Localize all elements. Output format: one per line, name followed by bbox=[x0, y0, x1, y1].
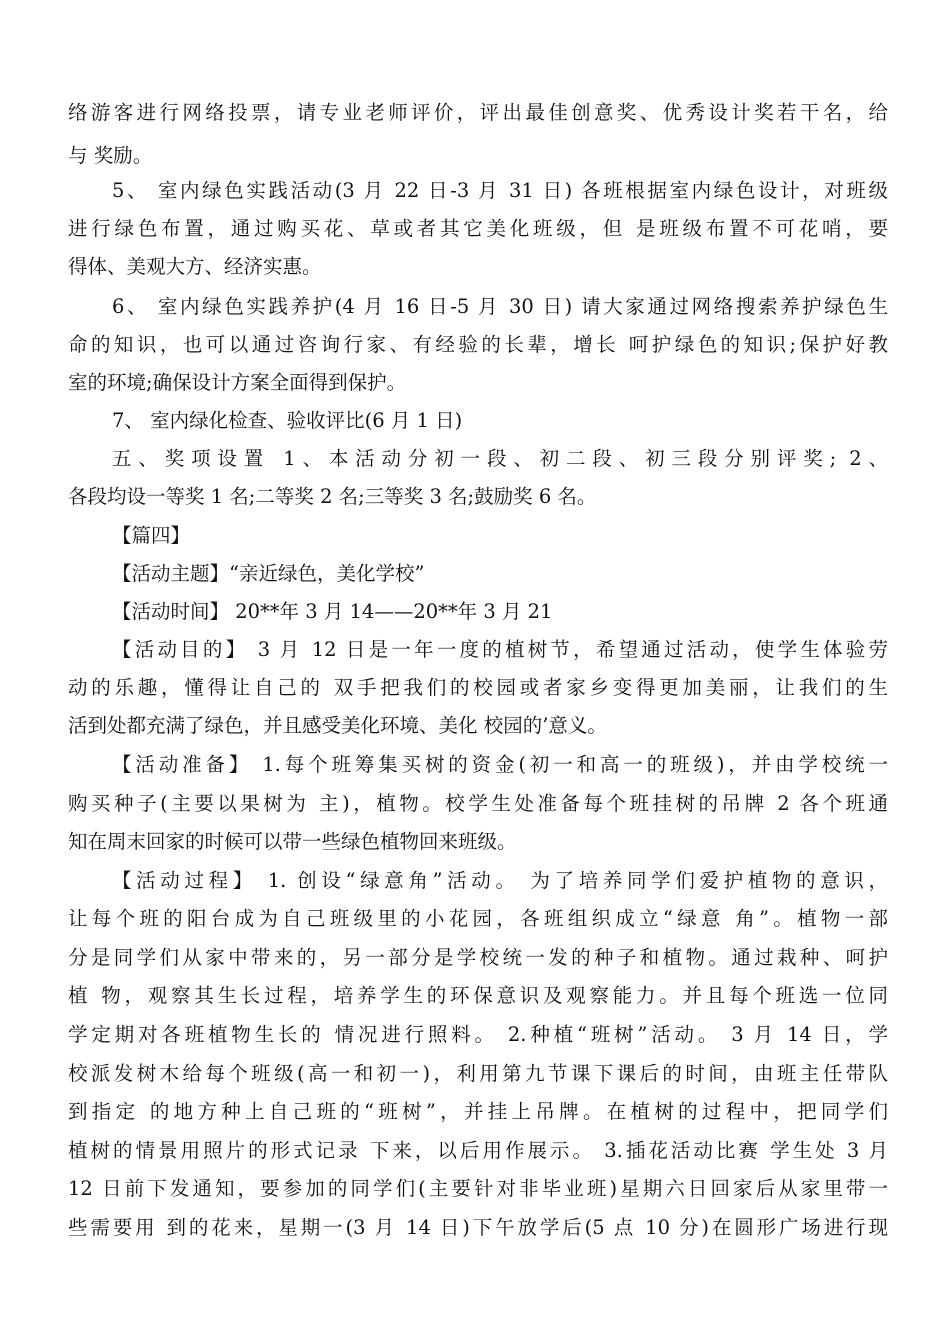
text-line: 让每个班的阳台成为自己班级里的小花园，各班组织成立“绿意 角”。植物一部 bbox=[68, 907, 888, 930]
text-line: 动的乐趣，懂得让自己的 双手把我们的校园或者家乡变得更加美丽，让我们的生 bbox=[68, 676, 888, 699]
section-heading: 【篇四】 bbox=[112, 524, 191, 547]
activity-theme: 【活动主题】“亲近绿色，美化学校” bbox=[112, 562, 425, 585]
text-line: 分是同学们从家中带来的，另一部分是学校统一发的种子和植物。通过栽种、呵护 bbox=[68, 946, 888, 969]
text-line: 得体、美观大方、经济实惠。 bbox=[68, 255, 322, 278]
activity-time: 【活动时间】 20**年 3 月 14——20**年 3 月 21 bbox=[112, 600, 553, 623]
text-line: 与 奖励。 bbox=[68, 144, 153, 167]
text-line: 进行绿色布置，通过购买花、草或者其它美化班级，但 是班级布置不可花哨，要 bbox=[68, 217, 888, 240]
text-line: 命的知识，也可以通过咨询行家、有经验的长辈，增长 呵护绿色的知识;保护好教 bbox=[68, 333, 888, 356]
text-line: 学定期对各班植物生长的 情况进行照料。 2.种植“班树”活动。 3 月 14 日，学 bbox=[68, 1023, 888, 1046]
text-line: 络游客进行网络投票，请专业老师评价，评出最佳创意奖、优秀设计奖若干名，给 bbox=[68, 101, 888, 124]
text-line: 知在周末回家的时候可以带一些绿色植物回来班级。 bbox=[68, 830, 517, 853]
list-item-5: 5、 室内绿色实践活动(3 月 22 日-3 月 31 日) 各班根据室内绿色设计，对班级 bbox=[112, 179, 888, 202]
text-line: 活到处都充满了绿色，并且感受美化环境、美化 校园的’意义。 bbox=[68, 714, 607, 737]
text-line: 各段均设一等奖 1 名;二等奖 2 名;三等奖 3 名;鼓励奖 6 名。 bbox=[68, 485, 597, 508]
text-line: 植 物，观察其生长过程，培养学生的环保意识及观察能力。并且每个班选一位同 bbox=[68, 984, 888, 1007]
text-line: 植树的情景用照片的形式记录 下来，以后用作展示。 3.插花活动比赛 学生处 3 月 bbox=[68, 1139, 888, 1162]
text-line: 购买种子(主要以果树为 主)，植物。校学生处准备每个班挂树的吊牌 2 各个班通 bbox=[68, 792, 888, 815]
section-awards: 五、奖项设置 1、本活动分初一段、初二段、初三段分别评奖; 2、 bbox=[112, 447, 888, 470]
text-line: 室的环境;确保设计方案全面得到保护。 bbox=[68, 371, 407, 394]
list-item-6: 6、 室内绿色实践养护(4 月 16 日-5 月 30 日) 请大家通过网络搜索养护绿色生 bbox=[112, 295, 888, 318]
list-item-7: 7、 室内绿化检查、验收评比(6 月 1 日) bbox=[112, 409, 463, 432]
activity-purpose: 【活动目的】 3 月 12 日是一年一度的植树节，希望通过活动，使学生体验劳 bbox=[112, 638, 888, 661]
text-line: 到指定 的地方种上自己班的“班树”，并挂上吊牌。在植树的过程中，把同学们 bbox=[68, 1100, 888, 1123]
activity-preparation: 【活动准备】 1.每个班筹集买树的资金(初一和高一的班级)，并由学校统一 bbox=[112, 753, 888, 776]
text-line: 些需要用 到的花来，星期一(3 月 14 日)下午放学后(5 点 10 分)在圆形广场进行现 bbox=[68, 1216, 888, 1239]
activity-process: 【活动过程】 1. 创设“绿意角”活动。 为了培养同学们爱护植物的意识， bbox=[112, 869, 888, 892]
text-line: 校派发树木给每个班级(高一和初一)，利用第九节课下课后的时间，由班主任带队 bbox=[68, 1062, 888, 1085]
text-line: 12 日前下发通知，要参加的同学们(主要针对非毕业班)星期六日回家后从家里带一 bbox=[68, 1177, 888, 1200]
